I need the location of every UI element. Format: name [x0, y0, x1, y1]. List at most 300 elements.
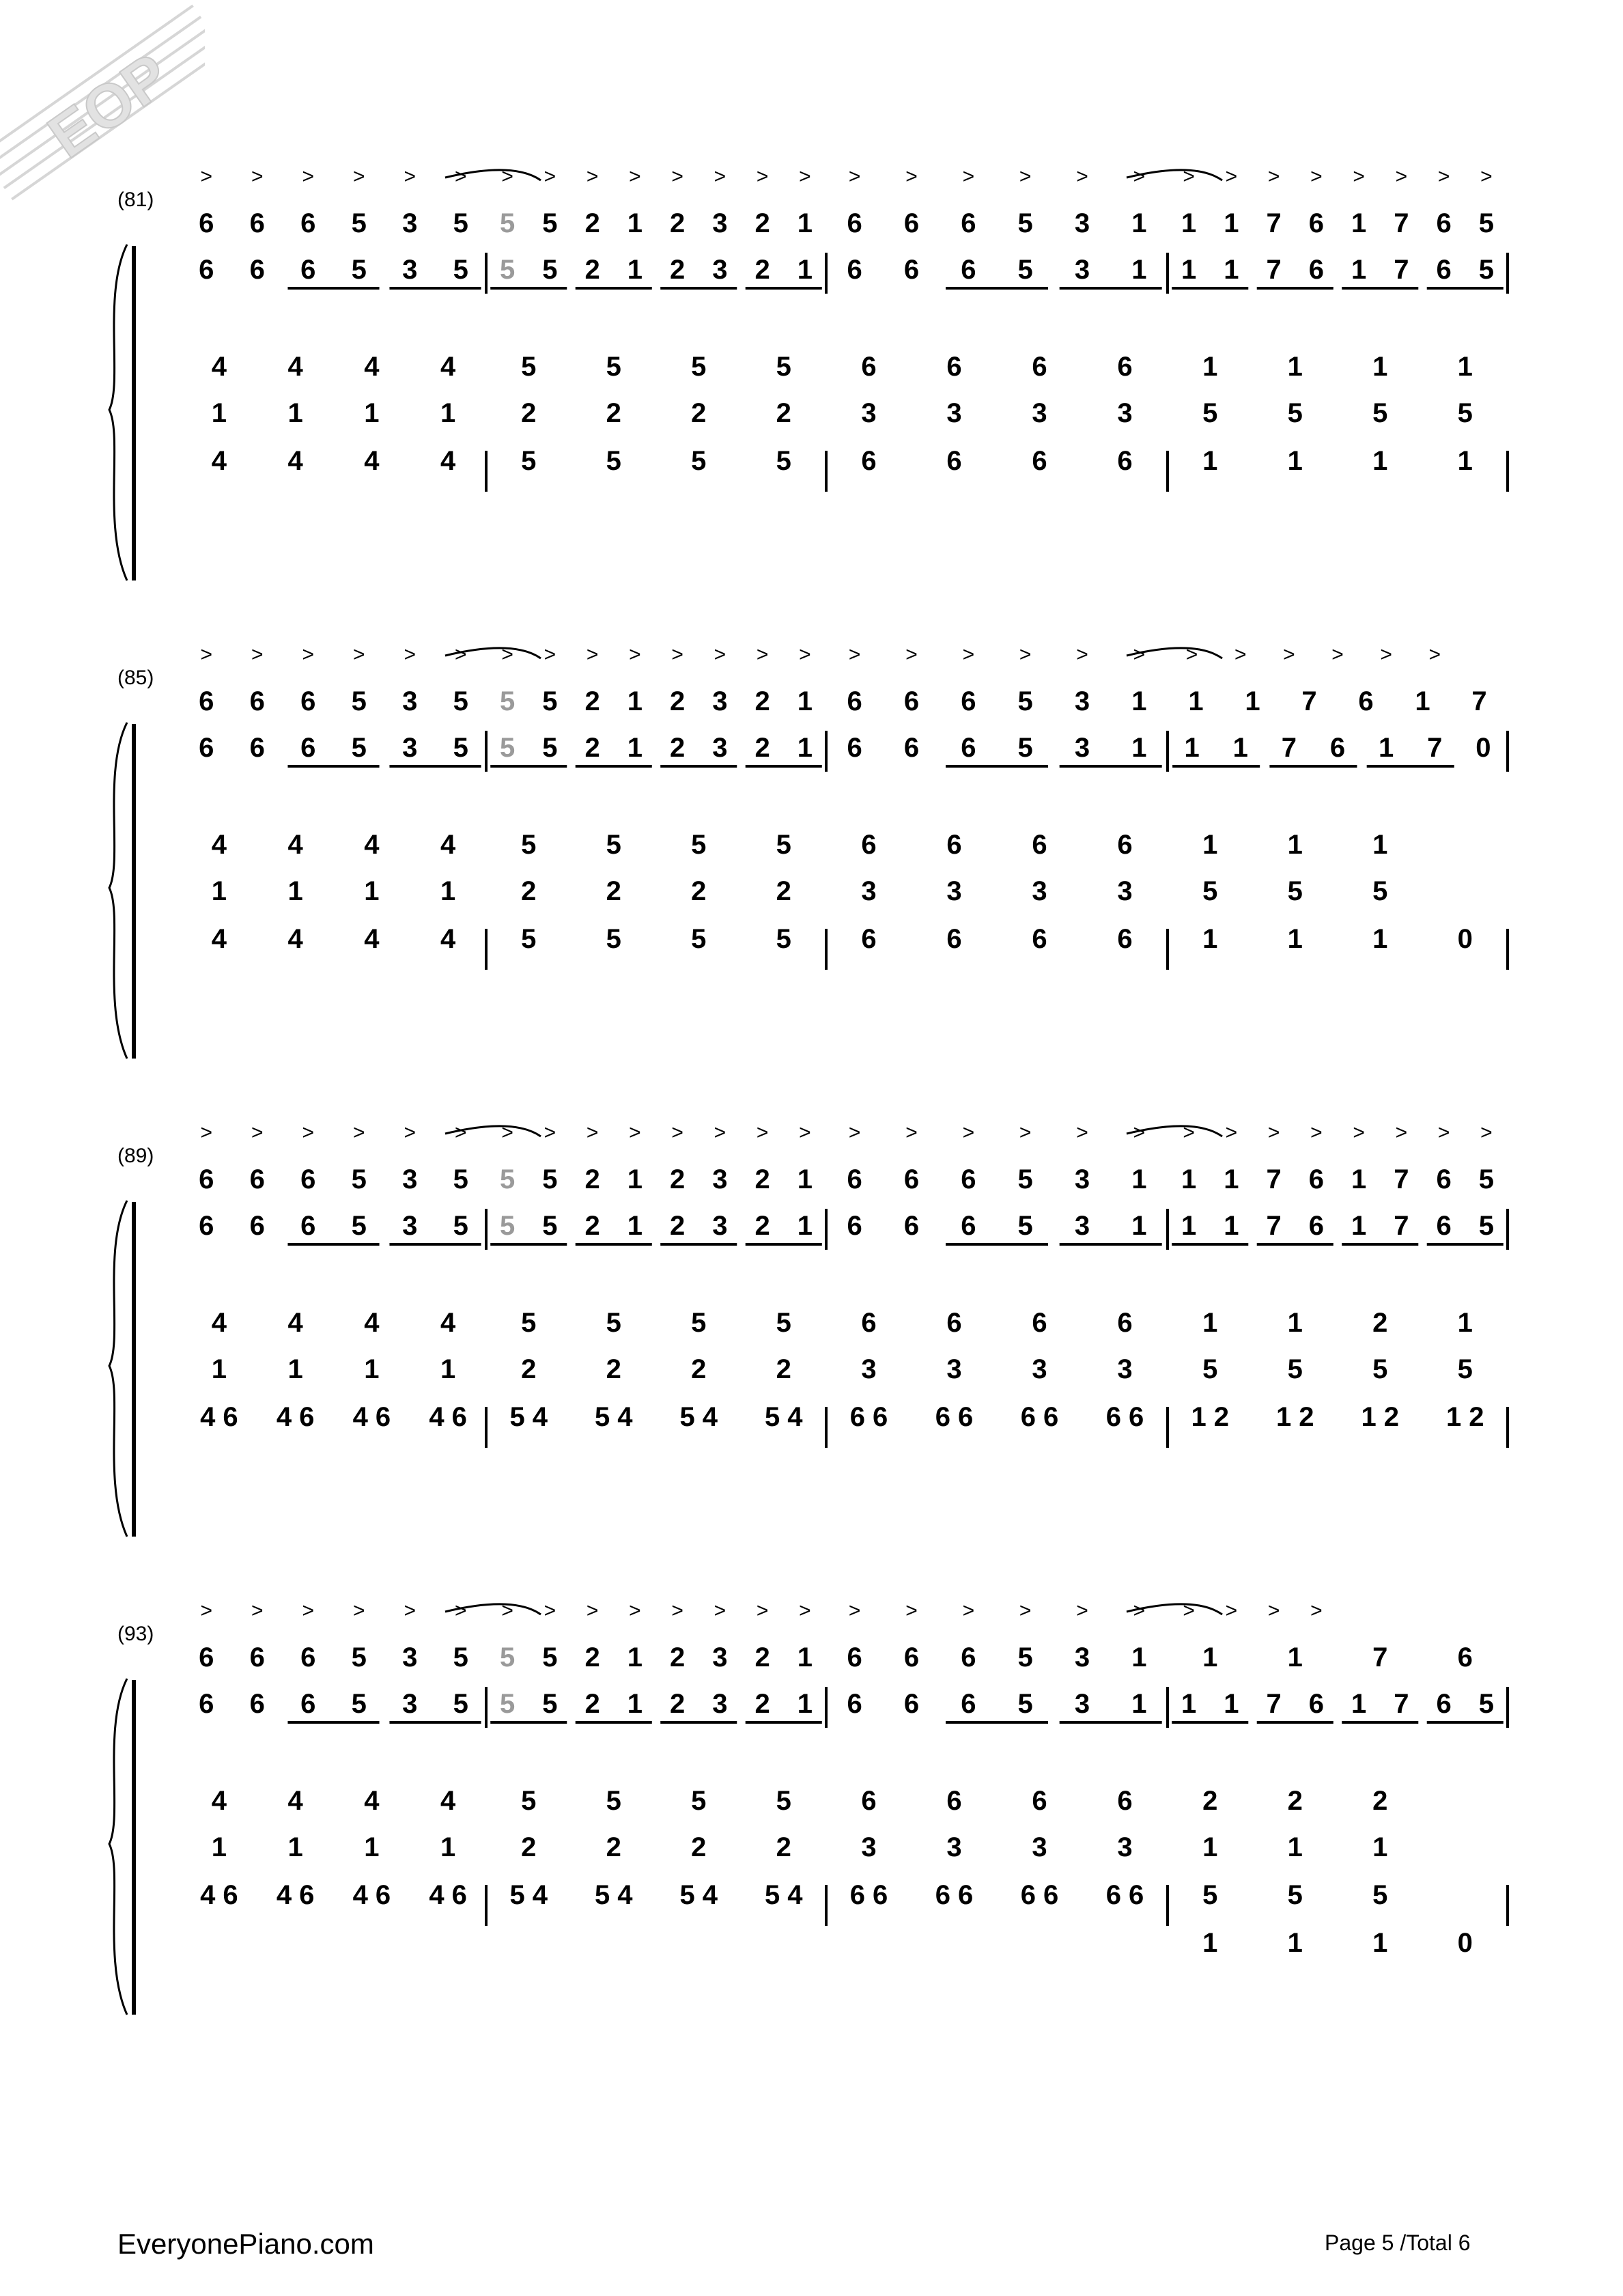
brace: [109, 1201, 127, 1537]
note: 4: [364, 446, 380, 476]
note: 1: [1181, 255, 1197, 285]
note: 3: [1032, 1832, 1047, 1862]
note: 1: [1287, 1928, 1303, 1958]
accent-mark: >: [1185, 643, 1198, 666]
note: 6: [903, 1211, 920, 1241]
note: 6 6: [849, 1880, 888, 1910]
note: 1 2: [1275, 1402, 1314, 1432]
accent-mark: >: [756, 1599, 769, 1622]
accent-mark: >: [629, 1599, 641, 1622]
accent-mark: >: [200, 1599, 213, 1622]
note: 5: [500, 733, 516, 763]
note: 1: [1245, 686, 1260, 716]
note: 3: [1117, 398, 1133, 428]
accent-mark: >: [1225, 1121, 1238, 1144]
accent-mark: >: [1353, 1121, 1365, 1144]
note: 6: [1329, 733, 1346, 763]
note: 3: [861, 1832, 877, 1862]
note: 5: [606, 352, 621, 382]
note: 2: [754, 733, 770, 763]
accent-mark: >: [1225, 165, 1238, 188]
note: 5: [521, 446, 537, 476]
accent-mark: >: [714, 643, 726, 666]
note: 5: [606, 924, 621, 954]
accent-mark: >: [251, 1599, 264, 1622]
note: 7: [1372, 1642, 1388, 1672]
note: 1: [1181, 1689, 1197, 1719]
note: 1: [1457, 352, 1473, 382]
accent-mark: >: [352, 1121, 365, 1144]
note: 3: [402, 1164, 418, 1194]
note: 1: [1415, 686, 1430, 716]
note: 3: [1074, 1211, 1090, 1241]
note: 6: [300, 733, 316, 763]
note: 1: [1287, 446, 1303, 476]
accent-mark: >: [1183, 1121, 1195, 1144]
accent-mark: >: [1225, 1599, 1238, 1622]
note: 1: [797, 255, 813, 285]
note: 6 6: [849, 1402, 888, 1432]
note: 2: [691, 876, 707, 906]
note: 5: [1478, 1164, 1494, 1194]
note: 6: [961, 208, 976, 238]
note: 2: [584, 1211, 600, 1241]
note: 4 6: [352, 1880, 391, 1910]
note: 4: [287, 446, 303, 476]
note: 2: [754, 1642, 770, 1672]
note: 3: [1074, 1164, 1090, 1194]
note: 5: [1287, 876, 1303, 906]
note: 6: [1308, 1164, 1324, 1194]
note: 4: [211, 1308, 227, 1338]
note: 4: [287, 1308, 303, 1338]
note: 4 6: [276, 1402, 315, 1432]
note: 7: [1266, 1689, 1282, 1719]
note: 1: [797, 1211, 813, 1241]
note: 6: [946, 446, 962, 476]
note: 1: [287, 1354, 303, 1384]
note: 1: [1224, 1211, 1239, 1241]
note: 1 2: [1361, 1402, 1400, 1432]
note: 6: [1308, 1689, 1324, 1719]
note: 5: [521, 830, 537, 860]
note: 1: [1351, 255, 1367, 285]
note: 5: [1017, 1642, 1033, 1672]
note: 7: [1266, 255, 1282, 285]
note: 5: [500, 255, 516, 285]
measure-number: (85): [117, 667, 154, 689]
note: 1: [211, 398, 227, 428]
note: 2: [521, 1354, 537, 1384]
accent-mark: >: [454, 1121, 467, 1144]
note: 1: [1131, 1642, 1147, 1672]
note: 1: [440, 1354, 456, 1384]
note: 4: [440, 1308, 456, 1338]
accent-mark: >: [352, 1599, 365, 1622]
note: 5: [500, 1642, 516, 1672]
accent-mark: >: [905, 1121, 918, 1144]
note: 2: [521, 876, 537, 906]
note: 6: [1117, 830, 1133, 860]
note: 6: [300, 208, 316, 238]
note: 5: [351, 1642, 367, 1672]
note: 5 4: [509, 1880, 548, 1910]
note: 6: [903, 733, 920, 763]
note: 5: [453, 1689, 468, 1719]
note: 6: [861, 924, 877, 954]
note: 6: [847, 1689, 862, 1719]
accent-mark: >: [1076, 1121, 1088, 1144]
note: 1: [1202, 1832, 1218, 1862]
note: 1: [1372, 924, 1388, 954]
note: 5: [521, 352, 537, 382]
note: 6: [300, 1642, 316, 1672]
note: 2: [1202, 1786, 1218, 1816]
note: 2: [776, 1832, 791, 1862]
note: 3: [402, 686, 418, 716]
note: 5: [500, 1211, 516, 1241]
accent-mark: >: [1267, 165, 1280, 188]
note: 1: [1131, 255, 1147, 285]
note: 7: [1266, 1164, 1282, 1194]
note: 4 6: [276, 1880, 315, 1910]
note: 1: [1181, 1211, 1197, 1241]
note: 6: [249, 255, 265, 285]
note: 6: [249, 1211, 265, 1241]
note: 6: [961, 1164, 976, 1194]
accent-mark: >: [544, 1599, 556, 1622]
note: 6: [199, 208, 214, 238]
note: 6: [1032, 1786, 1047, 1816]
note: 5: [1478, 208, 1494, 238]
note: 5 4: [509, 1402, 548, 1432]
note: 6: [199, 733, 214, 763]
note: 1: [1287, 1832, 1303, 1862]
accent-mark: >: [200, 165, 213, 188]
note: 5: [351, 733, 367, 763]
note: 6: [1032, 446, 1047, 476]
note: 6: [300, 1689, 316, 1719]
note: 6: [1308, 255, 1324, 285]
note: 5: [776, 1786, 791, 1816]
note: 1: [627, 1689, 643, 1719]
note: 5: [1202, 876, 1218, 906]
accent-mark: >: [799, 1121, 811, 1144]
accent-mark: >: [1310, 1121, 1323, 1144]
note: 2: [670, 1211, 686, 1241]
note: 4 6: [429, 1402, 467, 1432]
note: 7: [1394, 1164, 1409, 1194]
note: 6 6: [1105, 1880, 1144, 1910]
accent-mark: >: [848, 1599, 861, 1622]
note: 1: [1351, 1211, 1367, 1241]
note: 4: [364, 1308, 380, 1338]
note: 6: [961, 686, 976, 716]
note: 1: [211, 1832, 227, 1862]
accent-mark: >: [1076, 643, 1088, 666]
note: 6: [946, 924, 962, 954]
note: 3: [1117, 1832, 1133, 1862]
note: 5: [542, 1164, 558, 1194]
note: 6: [249, 686, 265, 716]
note: 1: [627, 255, 643, 285]
note: 5: [1478, 255, 1494, 285]
note: 5: [1372, 1354, 1388, 1384]
note: 4: [364, 352, 380, 382]
note: 1: [1131, 686, 1147, 716]
accent-mark: >: [1380, 643, 1392, 666]
note: 5: [453, 733, 468, 763]
note: 1: [1351, 1689, 1367, 1719]
note: 1: [627, 1642, 643, 1672]
note: 4: [440, 446, 456, 476]
note: 5: [351, 255, 367, 285]
note: 2: [1372, 1308, 1388, 1338]
note: 1 2: [1445, 1402, 1484, 1432]
note: 5: [776, 924, 791, 954]
note: 6: [1032, 1308, 1047, 1338]
note: 6: [946, 1308, 962, 1338]
accent-mark: >: [586, 643, 599, 666]
note: 6: [861, 1308, 877, 1338]
note: 5: [691, 924, 707, 954]
note: 1: [1287, 830, 1303, 860]
note: 5 4: [594, 1402, 633, 1432]
note: 1: [1287, 1308, 1303, 1338]
note: 1: [1184, 733, 1200, 763]
note: 1: [440, 1832, 456, 1862]
accent-mark: >: [1353, 165, 1365, 188]
site-footer-link[interactable]: EveryonePiano.com: [117, 2228, 374, 2260]
note: 4: [440, 352, 456, 382]
note: 7: [1394, 208, 1409, 238]
note: 1: [1372, 352, 1388, 382]
note: 2: [776, 398, 791, 428]
note: 2: [521, 398, 537, 428]
note: 5 4: [679, 1402, 718, 1432]
note: 5: [542, 255, 558, 285]
note: 6: [861, 1786, 877, 1816]
note: 2: [670, 208, 686, 238]
note: 6: [1032, 352, 1047, 382]
accent-mark: >: [404, 1121, 417, 1144]
note: 6: [249, 1689, 265, 1719]
note: 3: [946, 398, 962, 428]
accent-mark: >: [501, 1599, 513, 1622]
note: 5: [1478, 1689, 1494, 1719]
accent-mark: >: [799, 643, 811, 666]
note: 3: [712, 255, 728, 285]
note: 4: [440, 1786, 456, 1816]
note: 6: [199, 686, 214, 716]
note: 6 6: [935, 1402, 974, 1432]
note: 7: [1281, 733, 1297, 763]
note: 6: [946, 1786, 962, 1816]
note: 4: [211, 446, 227, 476]
accent-mark: >: [629, 165, 641, 188]
note: 0: [1457, 924, 1473, 954]
note: 6: [961, 1642, 976, 1672]
note: 2: [606, 398, 621, 428]
note: 6: [199, 1689, 214, 1719]
note: 3: [712, 686, 728, 716]
note: 4 6: [200, 1402, 238, 1432]
accent-mark: >: [302, 1121, 315, 1144]
note: 4: [211, 830, 227, 860]
accent-mark: >: [756, 643, 769, 666]
note: 6: [300, 1164, 316, 1194]
note: 6: [903, 255, 920, 285]
note: 3: [712, 1642, 728, 1672]
note: 1: [287, 398, 303, 428]
note: 1: [1457, 1308, 1473, 1338]
accent-mark: >: [251, 165, 264, 188]
accent-mark: >: [1395, 1121, 1408, 1144]
accent-mark: >: [1019, 1599, 1032, 1622]
note: 5 4: [679, 1880, 718, 1910]
note: 7: [1394, 1689, 1409, 1719]
accent-mark: >: [454, 165, 467, 188]
note: 6: [1032, 830, 1047, 860]
note: 0: [1457, 1928, 1473, 1958]
note: 1: [627, 686, 643, 716]
note: 2: [754, 255, 770, 285]
note: 2: [584, 1689, 600, 1719]
accent-mark: >: [586, 165, 599, 188]
note: 1: [1351, 208, 1367, 238]
note: 6: [946, 830, 962, 860]
note: 1: [1457, 446, 1473, 476]
accent-mark: >: [1234, 643, 1247, 666]
note: 6: [1032, 924, 1047, 954]
note: 6: [249, 1642, 265, 1672]
note: 2: [691, 398, 707, 428]
note: 5: [453, 208, 468, 238]
note: 1: [364, 1832, 380, 1862]
accent-mark: >: [714, 1599, 726, 1622]
note: 1: [797, 1164, 813, 1194]
accent-mark: >: [671, 1121, 683, 1144]
note: 1: [797, 686, 813, 716]
note: 5 4: [764, 1880, 803, 1910]
note: 5: [453, 1642, 468, 1672]
note: 4: [364, 1786, 380, 1816]
note: 1: [1224, 1689, 1239, 1719]
accent-mark: >: [200, 1121, 213, 1144]
note: 5: [1457, 1354, 1473, 1384]
note: 5: [606, 1786, 621, 1816]
note: 5: [776, 352, 791, 382]
accent-mark: >: [756, 165, 769, 188]
note: 3: [1032, 398, 1047, 428]
accent-mark: >: [799, 1599, 811, 1622]
note: 1: [1202, 1642, 1218, 1672]
note: 1: [1224, 255, 1239, 285]
accent-mark: >: [404, 1599, 417, 1622]
note: 5: [453, 686, 468, 716]
accent-mark: >: [1133, 1121, 1146, 1144]
note: 6: [861, 830, 877, 860]
note: 6: [861, 446, 877, 476]
note: 2: [670, 255, 686, 285]
accent-mark: >: [1310, 1599, 1323, 1622]
note: 6 6: [1105, 1402, 1144, 1432]
note: 3: [402, 733, 418, 763]
note: 5: [1017, 1164, 1033, 1194]
note: 5: [776, 830, 791, 860]
note: 2: [584, 208, 600, 238]
note: 2: [606, 876, 621, 906]
note: 5: [453, 1164, 468, 1194]
accent-mark: >: [671, 643, 683, 666]
note: 6: [1436, 1211, 1452, 1241]
note: 1: [797, 208, 813, 238]
note: 2: [670, 686, 686, 716]
note: 6: [847, 733, 862, 763]
note: 3: [712, 208, 728, 238]
note: 5: [351, 1164, 367, 1194]
accent-mark: >: [1019, 643, 1032, 666]
note: 2: [584, 255, 600, 285]
accent-mark: >: [756, 1121, 769, 1144]
note: 3: [402, 1211, 418, 1241]
note: 6: [903, 686, 920, 716]
accent-mark: >: [501, 165, 513, 188]
note: 4: [287, 830, 303, 860]
note: 7: [1394, 1211, 1409, 1241]
note: 2: [754, 1164, 770, 1194]
accent-mark: >: [629, 1121, 641, 1144]
note: 1: [1181, 208, 1197, 238]
note: 7: [1301, 686, 1317, 716]
accent-mark: >: [200, 643, 213, 666]
note: 5: [500, 208, 516, 238]
note: 5: [1202, 398, 1218, 428]
note: 3: [1074, 686, 1090, 716]
note: 1: [364, 876, 380, 906]
note: 1: [1372, 1832, 1388, 1862]
note: 5: [542, 208, 558, 238]
note: 3: [712, 1689, 728, 1719]
accent-mark: >: [1480, 165, 1493, 188]
note: 1: [287, 876, 303, 906]
note: 2: [754, 208, 770, 238]
note: 1: [440, 876, 456, 906]
note: 6: [249, 208, 265, 238]
note: 6 6: [1020, 1402, 1059, 1432]
note: 5: [453, 1211, 468, 1241]
note: 2: [584, 1164, 600, 1194]
note: 7: [1427, 733, 1443, 763]
note: 1: [1131, 208, 1147, 238]
note: 5: [1202, 1880, 1218, 1910]
note: 4: [211, 924, 227, 954]
note: 1: [1131, 1689, 1147, 1719]
measure-number: (81): [117, 188, 154, 211]
accent-mark: >: [1283, 643, 1295, 666]
note: 5: [691, 352, 707, 382]
accent-mark: >: [962, 1599, 975, 1622]
page-indicator: Page 5 /Total 6: [1325, 2230, 1471, 2255]
note: 5: [691, 830, 707, 860]
note: 1: [1202, 830, 1218, 860]
note: 6: [1117, 446, 1133, 476]
note: 3: [946, 1832, 962, 1862]
note: 1: [1188, 686, 1204, 716]
accent-mark: >: [1437, 1121, 1450, 1144]
note: 5: [1017, 733, 1033, 763]
accent-mark: >: [352, 643, 365, 666]
